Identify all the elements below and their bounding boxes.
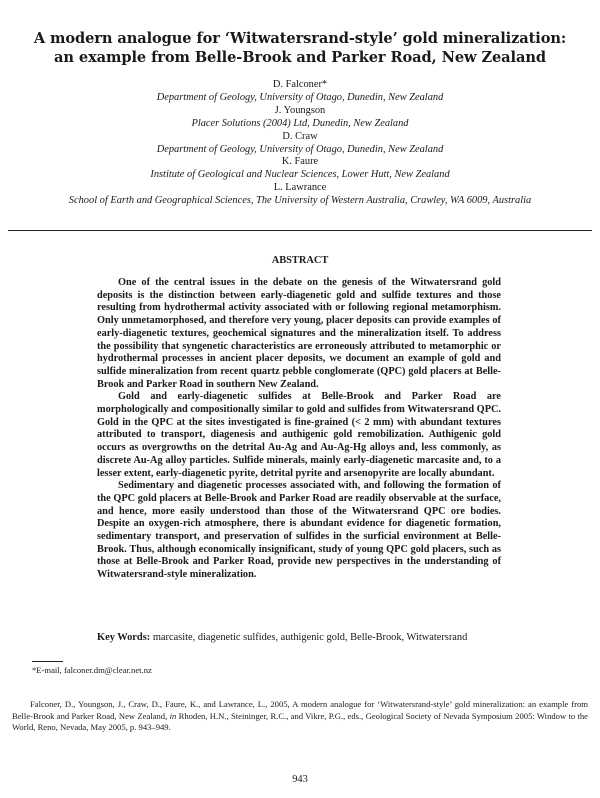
keywords-label: Key Words:	[97, 632, 151, 643]
author-affiliation: School of Earth and Geographical Sciences, The University of Western Australia, Crawley, WA 6009, Australia	[68, 195, 532, 207]
title-line-1: A modern analogue for ‘Witwatersrand-style’ gold mineralization:	[33, 30, 567, 47]
keywords-text: marcasite, diagenetic sulfides, authigenic gold, Belle-Brook, Witwatersrand	[152, 632, 468, 643]
citation-in: in	[169, 710, 177, 721]
abstract-paragraph: Sedimentary and diagenetic processes associated with, and following the formation of the QPC gold placers at Belle-Brook and Parker Road are readily observable at the surface, and hence, more easily understood than those of the Witwatersrand QPC ore bodies. Despite an oxygen-rich atmosphere, there is abundant evidence for diagenetic formation, sedimentary transport, and preservation of sulfides in the surficial environment at Belle-Brook. Thus, although economically insignificant, study of young QPC gold placers, such as those at Belle-Brook and Parker Road, provide new perspectives in the understanding of Witwatersrand-style mineralization.	[97, 480, 501, 581]
page-number: 943	[292, 774, 308, 785]
author-affiliation: Department of Geology, University of Otago, Dunedin, New Zealand	[156, 143, 444, 155]
author-affiliation: Placer Solutions (2004) Ltd, Dunedin, New Zealand	[191, 117, 409, 129]
author-name: D. Falconer*	[272, 79, 328, 90]
author-name: K. Faure	[281, 156, 319, 168]
paper-title	[10, 29, 590, 67]
abstract-heading: ABSTRACT	[271, 255, 329, 266]
author-block	[0, 79, 600, 208]
citation-text: Falconer, D., Youngson, J., Craw, D., Faure, K., and Lawrance, L., 2005, A modern analogue for ‘Witwatersrand-style’ gold mineralization: an example from Belle-Brook and Parker Road, New Zealand,	[12, 699, 588, 721]
abstract-paragraph: Gold and early-diagenetic sulfides at Belle-Brook and Parker Road are morphologically and compositionally similar to gold and sulfides from Witwatersrand QPC. Gold in the QPC at the sites investigated is fine-grained (< 2 mm) with abundant textures attributed to transport, diagenesis and authigenic gold remobilization. Authigenic gold occurs as overgrowths on the detrital Au-Ag and Au-Ag-Hg alloys and, less commonly, as discrete Au-Ag alloy particles. Sulfide minerals, mainly early-diagenetic marcasite and, to a lesser extent, early-diagenetic pyrite, detrital pyrite and arsenopyrite are locally abundant.	[97, 391, 501, 479]
citation-text: Rhoden, H.N., Steininger, R.C., and Vikre, P.G., eds., Geological Society of Nevada Symposium 2005: Window to the World, Reno, Nevada, May 2005, p. 943–949.	[12, 710, 588, 733]
author-name: L. Lawrance	[273, 182, 327, 194]
keywords	[97, 632, 517, 643]
author-name: J. Youngson	[274, 104, 326, 116]
author-name: D. Craw	[282, 130, 318, 142]
author-affiliation: Department of Geology, University of Otago, Dunedin, New Zealand	[156, 91, 444, 103]
email-footnote: *E-mail, falconer.dm@clear.net.nz	[32, 665, 152, 675]
title-line-2: an example from Belle-Brook and Parker Road, New Zealand	[54, 49, 546, 66]
citation	[12, 699, 588, 734]
header-divider	[8, 230, 592, 231]
author-affiliation: Institute of Geological and Nuclear Sciences, Lower Hutt, New Zealand	[150, 169, 450, 181]
footnote-divider	[32, 661, 63, 662]
abstract-body	[97, 277, 501, 582]
abstract-paragraph: One of the central issues in the debate on the genesis of the Witwatersrand gold deposits is the distinction between early-diagenetic gold and sulfide textures and those resulting from hydrothermal activity associated with or following regional metamorphism. Only unmetamorphosed, and therefore very young, placer deposits can provide examples of early-diagenetic textures, geochemical signatures and the mineralization itself. To address the possibility that syngenetic characteristics are erroneously attributed to metamorphic or hydrothermal processes in ancient placer deposits, we document an example of gold and sulfide mineralization from recent quartz pebble conglomerate (QPC) gold placers at Belle-Brook and Parker Road in southern New Zealand.	[97, 277, 501, 390]
